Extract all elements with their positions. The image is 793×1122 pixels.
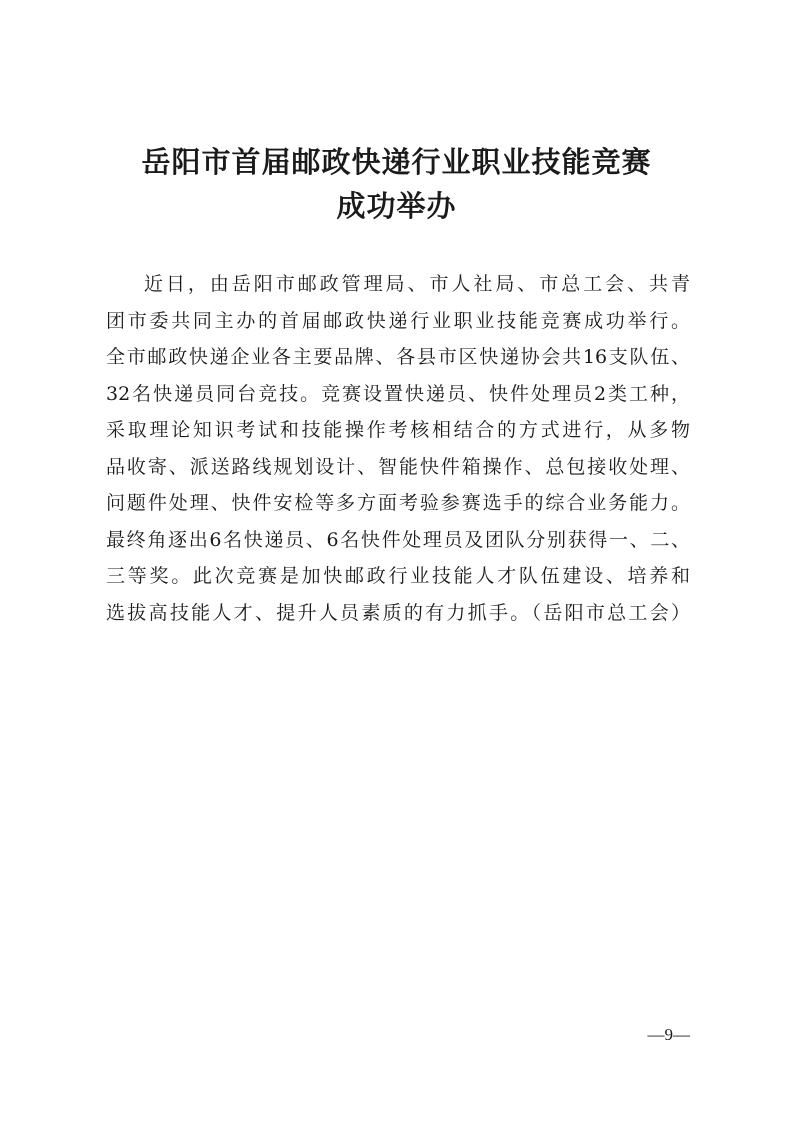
body-line: 最终角逐出6名快递员、6名快件处理员及团队分别获得一、二、 <box>106 528 690 551</box>
body-line: 近日，由岳阳市邮政管理局、市人社局、市总工会、共青 <box>144 273 690 295</box>
title-line-1: 岳阳市首届邮政快递行业职业技能竞赛 <box>141 145 652 179</box>
body-line: 团市委共同主办的首届邮政快递行业职业技能竞赛成功举行。 <box>106 309 690 332</box>
body-line: 问题件处理、快件安检等多方面考验参赛选手的综合业务能力。 <box>106 492 690 514</box>
title-line-2: 成功举办 <box>336 189 457 223</box>
body-line: 品收寄、派送路线规划设计、智能快件箱操作、总包接收处理、 <box>106 455 690 478</box>
body-line: 采取理论知识考试和技能操作考核相结合的方式进行，从多物 <box>106 419 690 441</box>
body-line: 32名快递员同台竞技。竞赛设置快递员、快件处理员2类工种， <box>106 382 690 405</box>
document-title <box>0 140 793 228</box>
page-number: —9— <box>647 1025 690 1044</box>
body-line: 选拔高技能人才、提升人员素质的有力抓手。（岳阳市总工会） <box>106 601 690 624</box>
body-line: 三等奖。此次竞赛是加快邮政行业技能人才队伍建设、培养和 <box>106 565 690 587</box>
body-line: 全市邮政快递企业各主要品牌、各县市区快递协会共16支队伍、 <box>106 346 690 368</box>
